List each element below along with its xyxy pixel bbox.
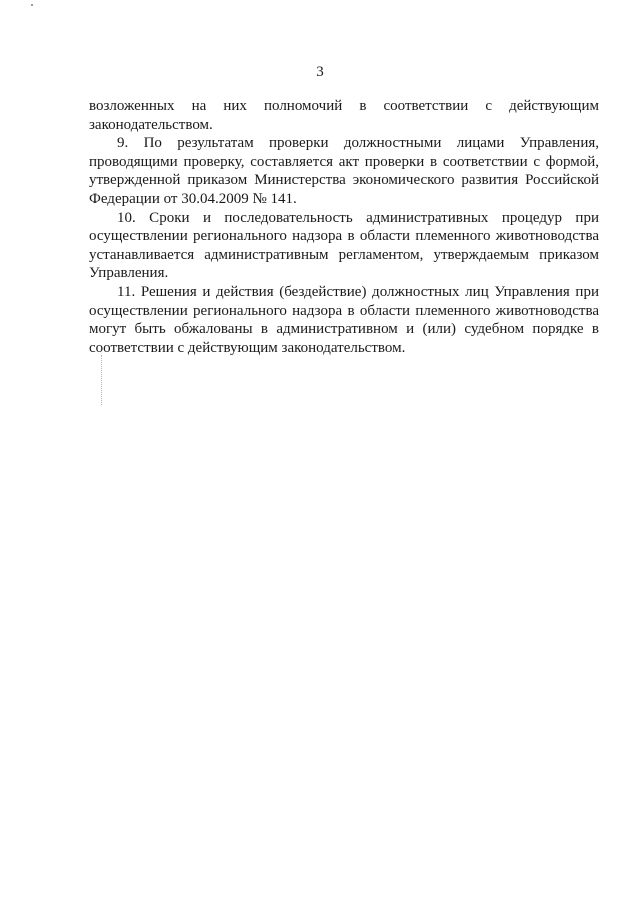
paragraph-10: 10. Сроки и последовательность административных процедур при осуществлении регионального надзора в области племенного животноводства устанавливается административным регламентом, утверждаемым приказом Управления. xyxy=(89,209,599,282)
paragraph-9: 9. По результатам проверки должностными лицами Управления, проводящими проверку, составляется акт проверки в соответствии с формой, утвержденной приказом Министерства экономического развития Российской Федерации от 30.04.2009 № 141. xyxy=(89,135,599,207)
scan-margin-marks xyxy=(101,355,103,405)
scan-corner-mark xyxy=(31,4,33,6)
paragraph-11: 11. Решения и действия (бездействие) должностных лиц Управления при осуществлении регионального надзора в области племенного животноводства могут быть обжалованы в административном и (или) судебном порядке в соответствии с действующим законодательством. xyxy=(89,283,599,356)
paragraph-continuation: возложенных на них полномочий в соответствии с действующим законодательством. xyxy=(89,98,599,133)
document-body xyxy=(89,97,599,357)
page-number: 3 xyxy=(316,64,324,80)
